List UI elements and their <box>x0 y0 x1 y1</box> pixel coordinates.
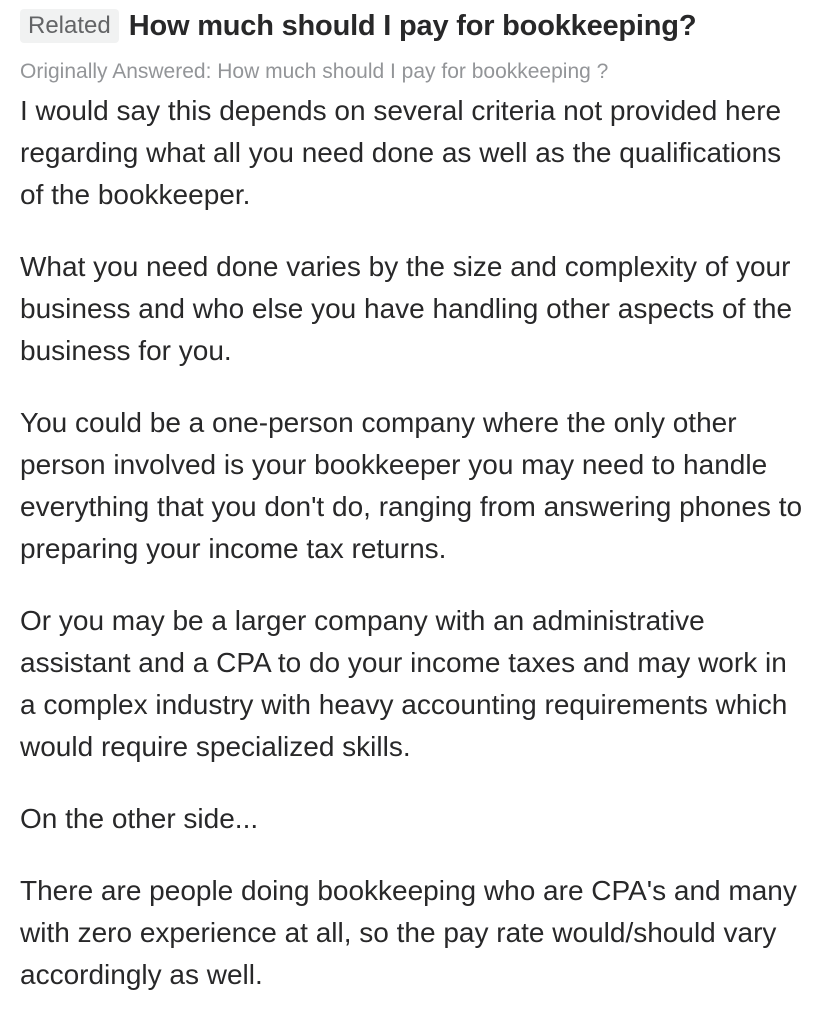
question-header <box>20 8 824 44</box>
answer-paragraph: Or you may be a larger company with an administrative assistant and a CPA to do your income taxes and may work in a complex industry with heavy accounting requirements which would require specialized skills. <box>20 605 788 762</box>
related-badge[interactable]: Related <box>20 9 119 43</box>
answer-paragraph: There are people doing bookkeeping who are CPA's and many with zero experience at all, so the pay rate would/should vary accordingly as well. <box>20 875 797 990</box>
originally-answered-label[interactable]: Originally Answered: How much should I pay for bookkeeping ? <box>20 60 609 83</box>
question-title-link[interactable]: How much should I pay for bookkeeping? <box>128 9 697 42</box>
answer-paragraph: You could be a one-person company where the only other person involved is your bookkeeper you may need to handle everything that you don't do, ranging from answering phones to preparing your income tax returns. <box>20 407 803 564</box>
answer-body <box>20 90 810 996</box>
answer-paragraph: I would say this depends on several criteria not provided here regarding what all you need done as well as the qualifications of the bookkeeper. <box>20 95 782 210</box>
answer-paragraph: What you need done varies by the size and complexity of your business and who else you have handling other aspects of the business for you. <box>20 251 793 366</box>
answer-paragraph: On the other side... <box>20 803 259 834</box>
